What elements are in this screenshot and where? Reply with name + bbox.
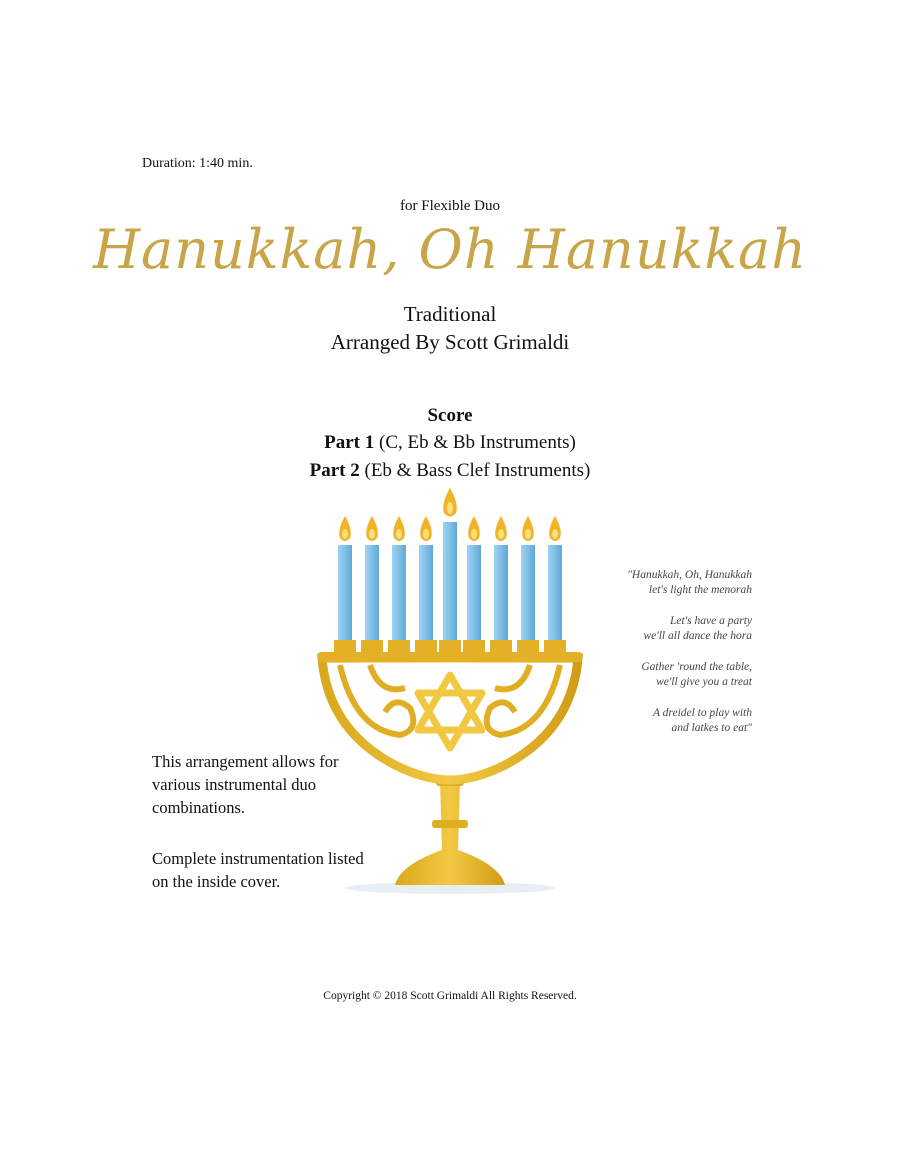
candle-3 [388, 516, 410, 652]
arrangement-note: This arrangement allows for various instrumental duo combinations. [152, 752, 339, 817]
candle-4 [415, 516, 437, 652]
score-label: Score [427, 405, 473, 426]
menorah-top-bar [318, 652, 582, 662]
duration-text: Duration: 1:40 min. [142, 156, 253, 171]
subtitle: for Flexible Duo [400, 198, 500, 214]
instrumentation-note: Complete instrumentation listed on the inside cover. [152, 849, 364, 891]
lyrics-stanza [560, 706, 752, 736]
part1-description: (C, Eb & Bb Instruments) [374, 432, 576, 453]
candle-1 [334, 516, 356, 652]
candle-2 [361, 516, 383, 652]
lyrics-line: we'll give you a treat [656, 676, 752, 688]
lyrics-stanza [560, 614, 752, 644]
part2-line [0, 460, 900, 482]
lyrics-line: "Hanukkah, Oh, Hanukkah [627, 569, 752, 581]
candle-5 [463, 516, 485, 652]
lyrics-stanza [560, 660, 752, 690]
lyrics-quote [560, 568, 752, 752]
candle-7 [517, 516, 539, 652]
lyrics-line: Let's have a party [670, 615, 752, 627]
lyrics-line: A dreidel to play with [652, 707, 752, 719]
lyrics-line: and latkes to eat" [671, 722, 752, 734]
candle-shamash [439, 488, 461, 652]
page-title: Hanukkah, Oh Hanukkah [92, 218, 808, 281]
menorah-base [395, 780, 505, 885]
part2-label: Part 2 [309, 460, 360, 481]
star-of-david-icon [418, 675, 482, 748]
lyrics-stanza [560, 568, 752, 598]
stem-ring [432, 820, 468, 828]
composer: Traditional [403, 302, 497, 326]
lyrics-line: we'll all dance the hora [643, 630, 752, 642]
arranger: Arranged By Scott Grimaldi [330, 330, 570, 354]
candle-6 [490, 516, 512, 652]
part1-label: Part 1 [324, 432, 375, 453]
lyrics-line: let's light the menorah [648, 584, 752, 596]
copyright: Copyright © 2018 Scott Grimaldi All Rights Reserved. [323, 990, 577, 1002]
part2-description: (Eb & Bass Clef Instruments) [359, 460, 591, 481]
candles [334, 488, 566, 652]
lyrics-line: Gather 'round the table, [641, 661, 752, 673]
menorah-illustration [300, 480, 600, 900]
part1-line [0, 432, 900, 454]
